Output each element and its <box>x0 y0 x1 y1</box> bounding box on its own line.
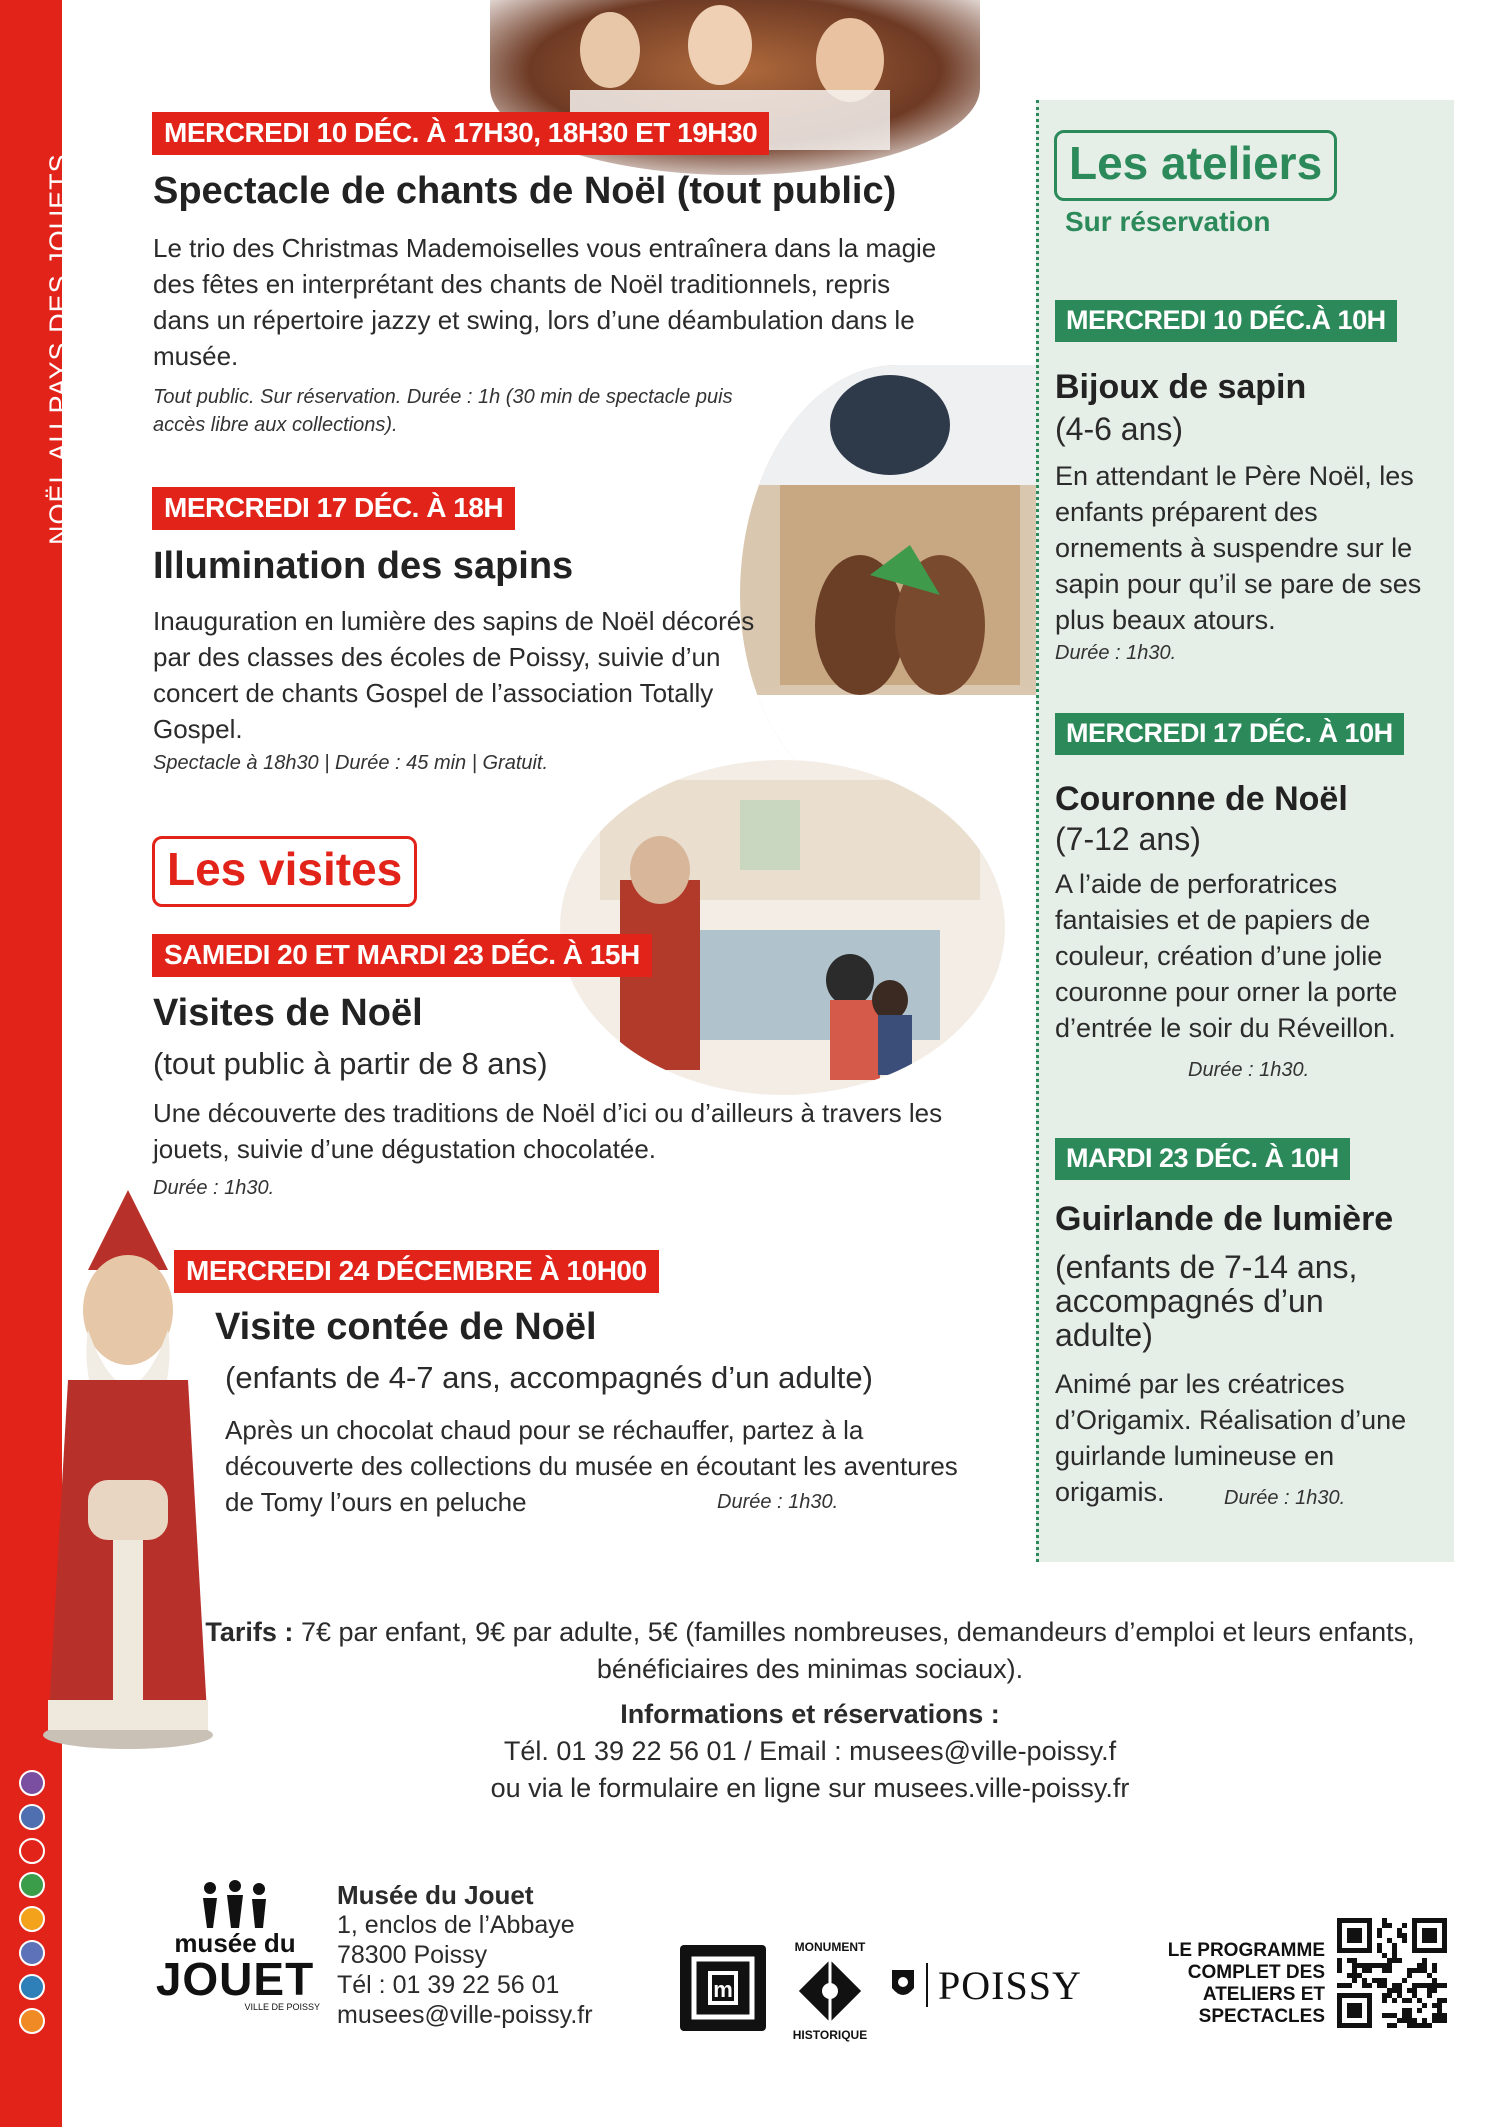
monument-historique-logo <box>790 1940 870 2040</box>
side-title <box>0 0 74 560</box>
hand-icon <box>19 2008 45 2034</box>
visit-note: Durée : 1h30. <box>153 1177 275 1199</box>
labyrinth-icon <box>795 1956 865 2026</box>
museum-phone: Tél : 01 39 22 56 01 <box>337 1971 560 1999</box>
ateliers-heading: Les ateliers <box>1054 130 1337 201</box>
museum-visit-photo <box>560 760 1005 1095</box>
event-note: Tout public. Sur réservation. Durée : 1h (30 min de spectacle puis accès libre aux collections). <box>153 386 733 436</box>
logo-line2: JOUET <box>155 1953 315 2005</box>
atelier-note: Durée : 1h30. <box>1055 642 1177 664</box>
visit-note: Durée : 1h30. <box>717 1491 839 1513</box>
event-description: Inauguration en lumière des sapins de Noël décorés par des classes des écoles de Poissy, suivie d’un concert de chants Gospel de l’association Totally Gospel. <box>153 606 755 744</box>
atelier-note: Durée : 1h30. <box>1188 1059 1310 1081</box>
event-description: Le trio des Christmas Mademoiselles vous entraînera dans la magie des fêtes en interprétant des chants de Noël traditionnels, repris dans un répertoire jazzy et swing, lors d’une déambulation dans le musée. <box>153 233 937 371</box>
smile-icon <box>19 1906 45 1932</box>
tarifs-label: Tarifs : <box>205 1617 294 1647</box>
atelier-note: Durée : 1h30. <box>1224 1487 1346 1509</box>
event-title: Illumination des sapins <box>153 545 574 587</box>
atelier-date-tag: MERCREDI 10 DÉC.À 10H <box>1055 300 1397 342</box>
visites-heading: Les visites <box>152 836 417 907</box>
visit-title: Visite contée de Noël <box>215 1306 597 1348</box>
ateliers-subheading: Sur réservation <box>1065 206 1271 237</box>
museum-name: Musée du Jouet <box>337 1880 534 1910</box>
wheelchair-icon <box>19 1770 45 1796</box>
visit-title: Visites de Noël <box>153 992 423 1034</box>
visit-description: Une découverte des traditions de Noël d’ici ou d’ailleurs à travers les jouets, suivie d’une dégustation chocolatée. <box>153 1098 943 1164</box>
museum-logo <box>150 1880 320 2030</box>
ear-icon <box>19 1804 45 1830</box>
atelier-date-tag: MERCREDI 17 DÉC. À 10H <box>1055 713 1404 755</box>
monument-top-text: MONUMENT <box>794 1940 866 1954</box>
visit-date-tag: MERCREDI 24 DÉCEMBRE À 10H00 <box>174 1250 659 1293</box>
event-date-tag: MERCREDI 17 DÉC. À 18H <box>152 487 515 530</box>
infos-online: ou via le formulaire en ligne sur musees.ville-poissy.fr <box>490 1773 1130 1803</box>
accessibility-icons <box>19 1770 45 2042</box>
visit-description: Après un chocolat chaud pour se réchauffer, partez à la découverte des collections du musée en écoutant les aventures de Tomy l’ours en peluche <box>225 1415 958 1517</box>
atelier-audience: (4-6 ans) <box>1055 411 1184 447</box>
poissy-shield-icon <box>890 1968 916 2002</box>
atelier-date-tag: MARDI 23 DÉC. À 10H <box>1055 1138 1350 1180</box>
svg-text:m: m <box>713 1977 733 2002</box>
monument-bottom-text: HISTORIQUE <box>792 2028 868 2042</box>
event-note: Spectacle à 18h30 | Durée : 45 min | Gratuit. <box>153 752 549 774</box>
children-silhouette-icon <box>195 1880 275 1930</box>
qr-code[interactable] <box>1337 1918 1447 2028</box>
logo-small: VILLE DE POISSY <box>244 2002 320 2012</box>
walking-icon <box>19 1872 45 1898</box>
event-title: Spectacle de chants de Noël (tout public) <box>153 170 897 212</box>
visit-audience: (tout public à partir de 8 ans) <box>153 1046 548 1081</box>
atelier-description: A l’aide de perforatrices fantaisies et de papiers de couleur, création d’une jolie couronne pour orner la porte d’entrée le soir du Réveillon. <box>1055 869 1398 1043</box>
tarifs-text: 7€ par enfant, 9€ par adulte, 5€ (familles nombreuses, demandeurs d’emploi et leurs enfants, bénéficiaires des minimas sociaux). <box>300 1617 1415 1684</box>
m-logo-icon <box>680 1945 766 2031</box>
visit-audience: (enfants de 4-7 ans, accompagnés d’un adulte) <box>225 1360 873 1395</box>
museum-contact <box>337 1880 593 2030</box>
side-title-text: NOËL AU PAYS DES JOUETS <box>44 153 74 545</box>
eye-icon <box>19 1940 45 1966</box>
museum-address-1: 1, enclos de l’Abbaye <box>337 1911 575 1939</box>
tarifs <box>180 1614 1440 1688</box>
mental-disability-icon <box>19 1838 45 1864</box>
atelier-description: Animé par les créatrices d’Origamix. Réalisation d’une guirlande lumineuse en origamis. <box>1055 1369 1407 1507</box>
poissy-logo <box>890 1960 1082 2010</box>
visit-date-tag: SAMEDI 20 ET MARDI 23 DÉC. À 15H <box>152 934 652 977</box>
museum-email: musees@ville-poissy.fr <box>337 2001 593 2029</box>
programme-text: LE PROGRAMME COMPLET DES ATELIERS ET SPECTACLES <box>1167 1940 1325 2027</box>
logo-line1: musée du <box>174 1928 296 1958</box>
sign-language-icon <box>19 1974 45 2000</box>
museum-address-2: 78300 Poissy <box>337 1941 488 1969</box>
workshop-photo <box>740 365 1040 805</box>
infos-contact: Tél. 01 39 22 56 01 / Email : musees@ville-poissy.f <box>503 1736 1117 1766</box>
event-date-tag: MERCREDI 10 DÉC. À 17H30, 18H30 ET 19H30 <box>152 112 769 155</box>
atelier-audience: (7-12 ans) <box>1055 821 1201 857</box>
atelier-title: Bijoux de sapin <box>1055 368 1307 406</box>
infos-heading: Informations et réservations : <box>620 1699 1000 1729</box>
atelier-audience: (enfants de 7-14 ans, accompagnés d’un adulte) <box>1055 1249 1358 1353</box>
atelier-title: Guirlande de lumière <box>1055 1200 1394 1238</box>
poissy-text: POISSY <box>938 1962 1082 2008</box>
atelier-title: Couronne de Noël <box>1055 780 1348 818</box>
atelier-description: En attendant le Père Noël, les enfants préparent des ornements à suspendre sur le sapin pour qu’il se pare de ses plus beaux atours. <box>1055 461 1422 635</box>
